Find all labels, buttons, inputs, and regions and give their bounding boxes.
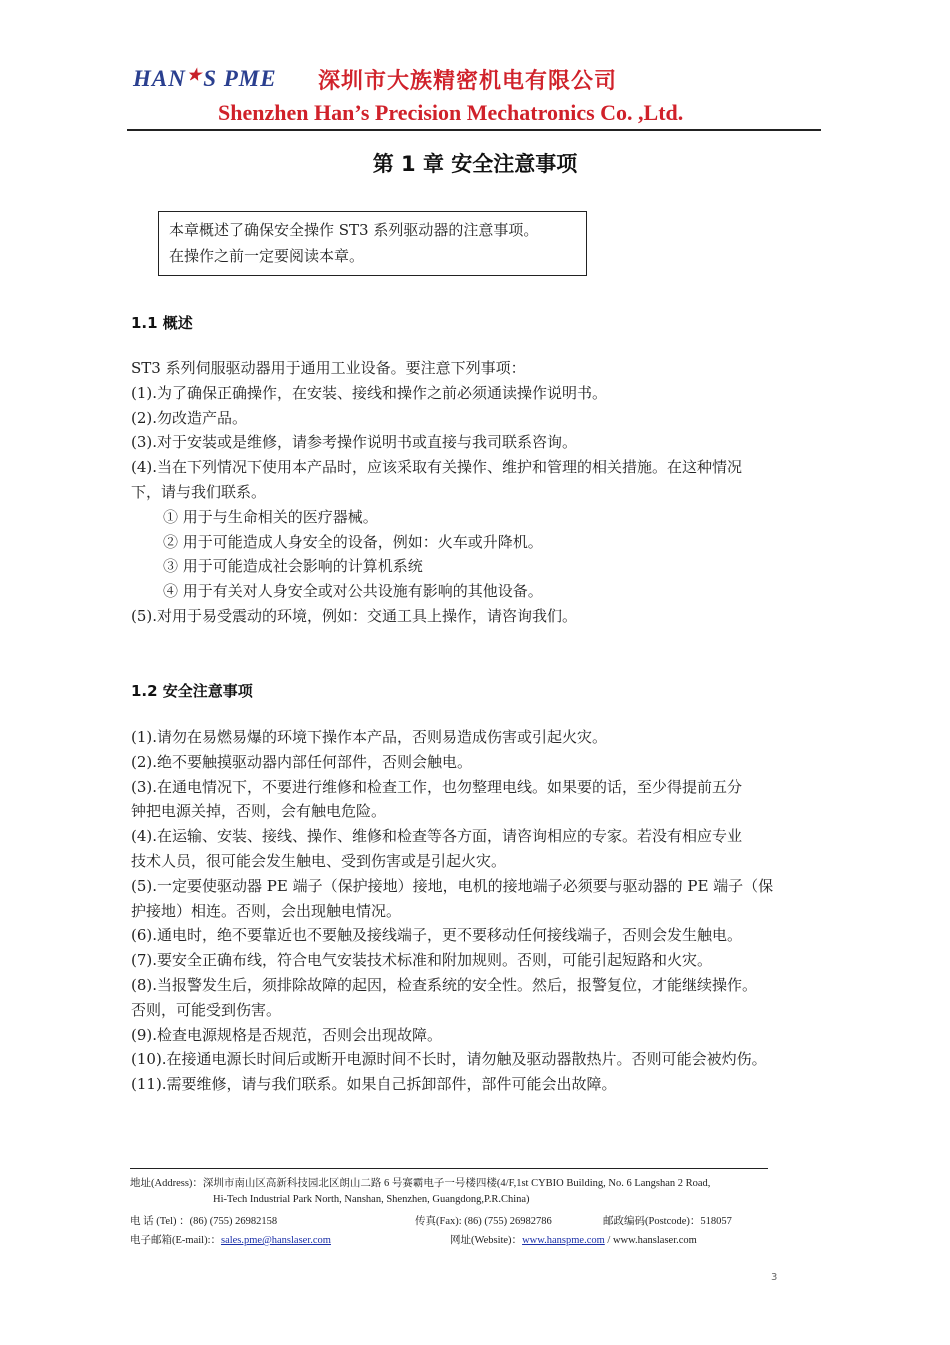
footer-address-line2: Hi-Tech Industrial Park North, Nanshan, Shenzhen, Guangdong,P.R.China) (213, 1194, 530, 1205)
footer-divider (130, 1168, 768, 1169)
header-divider (127, 129, 821, 131)
paragraph: 护接地）相连。否则，会出现触电情况。 (131, 901, 402, 920)
page-number: 3 (771, 1272, 778, 1283)
paragraph: 下，请与我们联系。 (131, 482, 267, 501)
footer-address-line1: 地址(Address)：深圳市南山区高新科技园北区朗山二路 6 号赛霸电子一号楼四楼(4/F,1st CYBIO Building, No. 6 Langshan 2 Road, (130, 1178, 711, 1189)
paragraph: (2).绝不要触摸驱动器内部任何部件，否则会触电。 (131, 752, 473, 771)
list-item: ③ 用于可能造成社会影响的计算机系统 (163, 557, 423, 576)
summary-line: 在操作之前一定要阅读本章。 (169, 247, 365, 265)
footer-email (130, 1232, 331, 1247)
footer-fax: 传真(Fax): (86) (755) 26982786 (415, 1216, 552, 1227)
paragraph: (3).在通电情况下，不要进行维修和检查工作，也勿整理电线。如果要的话，至少得提前五分 (131, 777, 743, 796)
footer-website (450, 1232, 697, 1247)
paragraph: 钟把电源关掉，否则，会有触电危险。 (131, 802, 387, 821)
footer-tel: 电 话 (Tel) ：(86) (755) 26982158 (130, 1216, 278, 1227)
logo-star-icon: ★ (186, 67, 203, 84)
logo-text-part2: S PME (203, 66, 277, 91)
footer-postcode: 邮政编码(Postcode)：518057 (603, 1216, 732, 1227)
paragraph: (2).勿改造产品。 (131, 408, 248, 427)
company-logo (133, 66, 277, 92)
list-item: ① 用于与生命相关的医疗器械。 (163, 507, 378, 526)
paragraph: (4).在运输、安装、接线、操作、维修和检查等各方面，请咨询相应的专家。若没有相应专业 (131, 827, 743, 846)
paragraph: (6).通电时，绝不要靠近也不要触及接线端子，更不要移动任何接线端子，否则会发生触电。 (131, 926, 743, 945)
paragraph: (7).要安全正确布线，符合电气安装技术标准和附加规则。否则，可能引起短路和火灾。 (131, 951, 713, 970)
paragraph: (5).对用于易受震动的环境，例如：交通工具上操作，请咨询我们。 (131, 606, 578, 625)
section-safety-body (131, 725, 821, 1097)
paragraph: (10).在接通电源长时间后或断开电源时间不长时，请勿触及驱动器散热片。否则可能会被灼伤。 (131, 1050, 767, 1069)
paragraph: 否则，可能受到伤害。 (131, 1000, 282, 1019)
chapter-summary-box (158, 211, 587, 276)
chapter-title: 第 1 章 安全注意事项 (372, 152, 578, 176)
section-overview-body (131, 356, 821, 629)
paragraph: (4).当在下列情况下使用本产品时，应该采取有关操作、维护和管理的相关措施。在这种情况 (131, 458, 743, 477)
paragraph: (3).对于安装或是维修，请参考操作说明书或直接与我司联系咨询。 (131, 433, 578, 452)
company-name-english: Shenzhen Han’s Precision Mechatronics Co. ,Ltd. (218, 100, 684, 125)
website-link-hanspme[interactable]: www.hanspme.com (522, 1235, 605, 1246)
email-link[interactable]: sales.pme@hanslaser.com (220, 1235, 331, 1246)
paragraph: ST3 系列伺服驱动器用于通用工业设备。要注意下列事项： (131, 359, 526, 377)
logo-text-part1: HAN (133, 66, 186, 91)
paragraph: (5).一定要使驱动器 PE 端子（保护接地）接地，电机的接地端子必须要与驱动器的 PE 端子（保 (131, 876, 774, 895)
paragraph: (1).为了确保正确操作，在安装、接线和操作之前必须通读操作说明书。 (131, 383, 608, 402)
paragraph: (1).请勿在易燃易爆的环境下操作本产品，否则易造成伤害或引起火灾。 (131, 728, 608, 746)
paragraph: (11).需要维修，请与我们联系。如果自己拆卸部件，部件可能会出故障。 (131, 1075, 617, 1094)
paragraph: 技术人员，很可能会发生触电、受到伤害或是引起火灾。 (131, 851, 507, 870)
paragraph: (9).检查电源规格是否规范，否则会出现故障。 (131, 1025, 443, 1044)
section-heading-overview: 1.1 概述 (131, 314, 193, 332)
company-name-chinese: 深圳市大族精密机电有限公司 (318, 69, 618, 94)
section-heading-safety: 1.2 安全注意事项 (131, 682, 253, 700)
list-item: ④ 用于有关对人身安全或对公共设施有影响的其他设备。 (163, 582, 543, 601)
email-label: 电子邮箱(E-mail):： (130, 1235, 221, 1246)
list-item: ② 用于可能造成人身安全的设备，例如：火车或升降机。 (163, 532, 543, 551)
summary-line: 本章概述了确保安全操作 ST3 系列驱动器的注意事项。 (169, 221, 539, 239)
website-text-hanslaser: www.hanslaser.com (612, 1235, 697, 1246)
paragraph: (8).当报警发生后，须排除故障的起因，检查系统的安全性。然后，报警复位，才能继续操作。 (131, 975, 758, 994)
website-separator: / (604, 1235, 613, 1246)
website-label: 网址(Website)： (450, 1235, 523, 1246)
